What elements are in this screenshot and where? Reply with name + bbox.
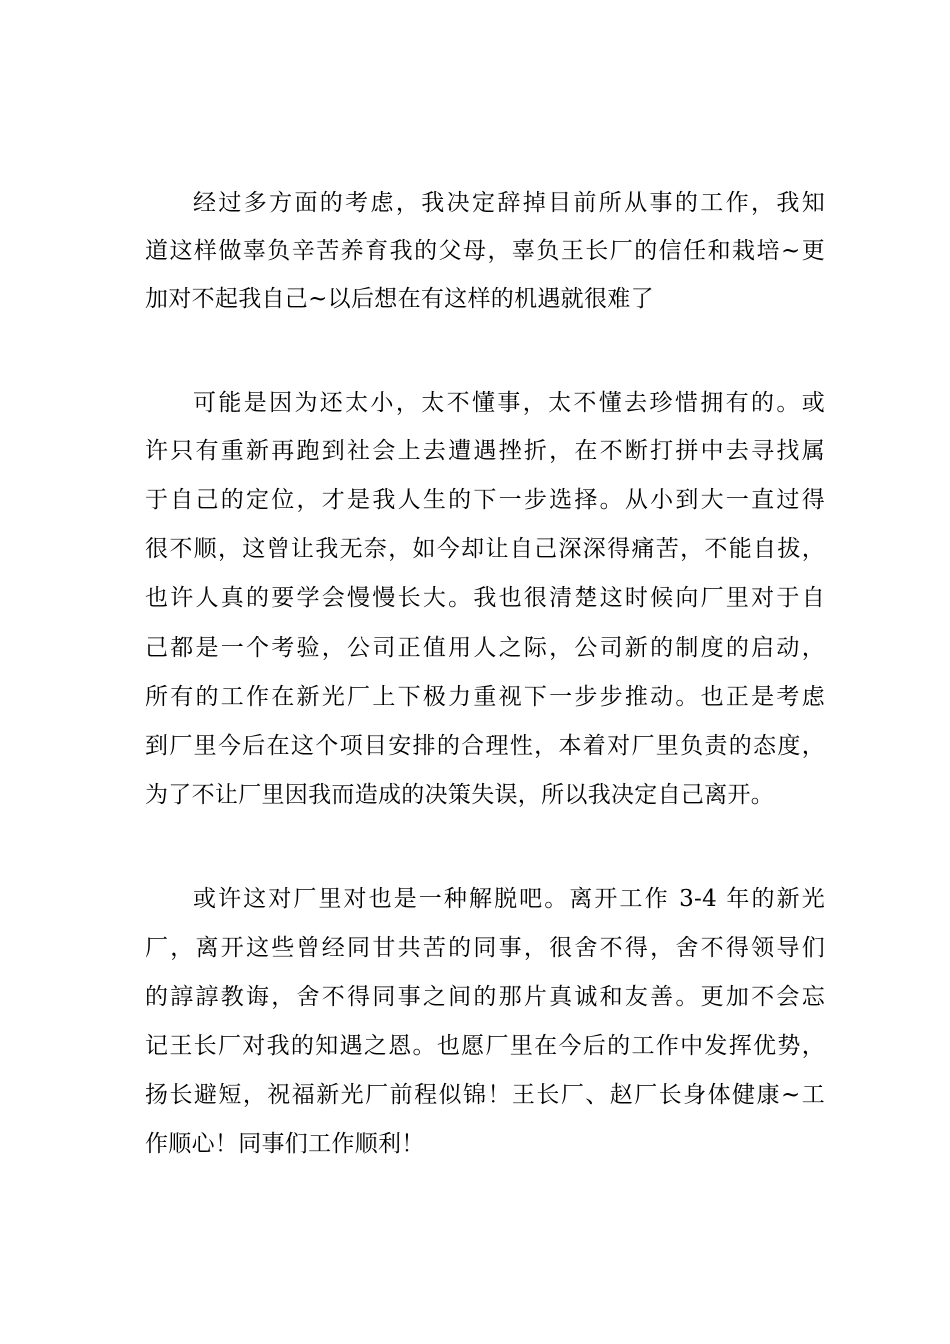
paragraph-line: 加对不起我自己~以后想在有这样的机遇就很难了 bbox=[145, 286, 654, 312]
paragraph-line: 己都是一个考验，公司正值用人之际，公司新的制度的启动， bbox=[145, 635, 825, 661]
paragraph-line: 也许人真的要学会慢慢长大。我也很清楚这时候向厂里对于自 bbox=[145, 585, 825, 611]
paragraph-line: 厂，离开这些曾经同甘共苦的同事，很舍不得，舍不得领导们 bbox=[145, 935, 825, 961]
paragraph-line: 于自己的定位，才是我人生的下一步选择。从小到大一直过得 bbox=[145, 487, 825, 513]
paragraph-line: 或许这对厂里对也是一种解脱吧。离开工作 3-4 年的新光 bbox=[193, 886, 825, 912]
paragraph-line: 很不顺，这曾让我无奈，如今却让自己深深得痛苦，不能自拔， bbox=[145, 536, 825, 562]
paragraph-line: 许只有重新再跑到社会上去遭遇挫折，在不断打拼中去寻找属 bbox=[145, 438, 825, 464]
paragraph-line: 可能是因为还太小，太不懂事，太不懂去珍惜拥有的。或 bbox=[193, 390, 825, 416]
paragraph-line: 道这样做辜负辛苦养育我的父母，辜负王长厂的信任和栽培~更 bbox=[145, 238, 825, 264]
paragraph-line: 经过多方面的考虑，我决定辞掉目前所从事的工作，我知 bbox=[193, 190, 825, 216]
paragraph-line: 作顺心！同事们工作顺利！ bbox=[145, 1131, 425, 1157]
paragraph-line: 扬长避短，祝福新光厂前程似锦！王长厂、赵厂长身体健康~工 bbox=[145, 1082, 825, 1108]
paragraph-line: 为了不让厂里因我而造成的决策失误，所以我决定自己离开。 bbox=[145, 782, 775, 808]
paragraph-line: 所有的工作在新光厂上下极力重视下一步步推动。也正是考虑 bbox=[145, 684, 825, 710]
paragraph-line: 记王长厂对我的知遇之恩。也愿厂里在今后的工作中发挥优势， bbox=[145, 1033, 825, 1059]
paragraph-line: 的諄諄教诲，舍不得同事之间的那片真诚和友善。更加不会忘 bbox=[145, 984, 825, 1010]
paragraph-line: 到厂里今后在这个项目安排的合理性，本着对厂里负责的态度， bbox=[145, 733, 825, 759]
